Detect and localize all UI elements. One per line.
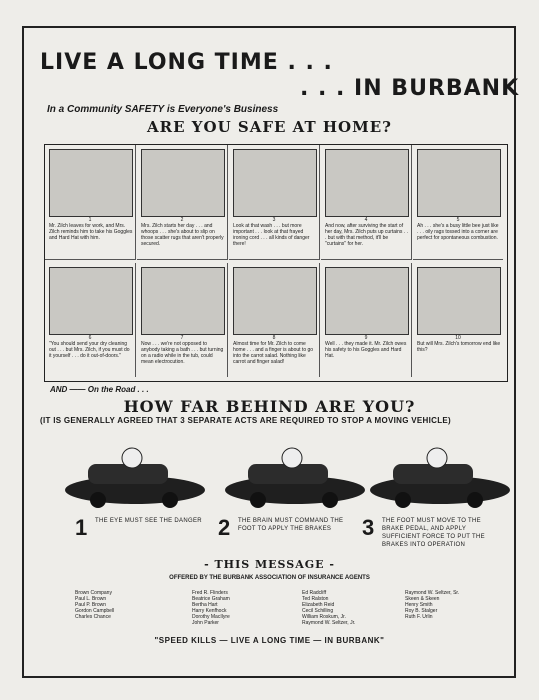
panel-illustration: [49, 149, 133, 217]
step-text: THE BRAIN MUST COMMAND THE FOOT TO APPLY THE BRAKES: [238, 518, 344, 532]
panel-illustration: [49, 267, 133, 335]
panel-caption: Look at that wash . . . but more important . . . look at that frayed ironing cord . . . all kinds of danger there!: [233, 223, 310, 247]
member-name: Ted Ralston: [302, 596, 329, 602]
road-step: [218, 515, 378, 560]
member-name: Cecil Schilling: [302, 608, 334, 614]
step-number: 2: [218, 515, 231, 540]
panel-caption: Mr. Zilch leaves for work, and Mrs. Zilch reminds him to take his Goggles and Hard Hat with him.: [49, 223, 133, 241]
comic-panel: [137, 145, 228, 260]
panel-caption: Now . . . we're not opposed to anybody taking a bath . . . but turning on a radio while in the tub, could mean electrocution.: [141, 341, 224, 365]
panel-illustration: [233, 267, 317, 335]
road-title: HOW FAR BEHIND ARE YOU?: [123, 397, 416, 416]
member-name: Bertha Hart: [192, 602, 218, 608]
panel-caption: Ah . . . she's a busy little bee just like . . . oily rags tossed into a corner are perfect for spontaneous combustion.: [417, 223, 499, 241]
panel-caption: Well . . . they made it. Mr. Zilch owes his safety to his Goggles and Hard Hat.: [325, 341, 407, 359]
member-name: Ruth F. Urlin: [405, 614, 433, 620]
panel-illustration: [141, 267, 225, 335]
step-text: THE FOOT MUST MOVE TO THE BRAKE PEDAL, AND APPLY SUFFICIENT FORCE TO PUT THE BRAKES INTO OPERATION: [382, 518, 485, 548]
member-name: Dorothy MacIlyre: [192, 614, 230, 620]
comic-panel: [45, 263, 136, 377]
member-name: William Roskum, Jr.: [302, 614, 346, 620]
car-illustration: [60, 440, 210, 510]
slogan: "SPEED KILLS — LIVE A LONG TIME — IN BURBANK": [154, 636, 385, 645]
member-column: [302, 590, 422, 626]
headline-line-1: LIVE A LONG TIME . . .: [40, 50, 333, 75]
step-number: 1: [75, 515, 88, 540]
panel-number: 1: [88, 217, 92, 223]
member-column: [405, 590, 525, 620]
member-name: Gordon Campbell: [75, 608, 115, 614]
panel-number: 4: [364, 217, 368, 223]
panel-illustration: [141, 149, 225, 217]
member-name: Charles Chance: [75, 614, 111, 620]
member-name: Ed Radcliff: [302, 590, 327, 596]
panel-number: 8: [272, 335, 276, 341]
member-column: [75, 590, 195, 620]
member-name: Fred R. Flinders: [192, 590, 228, 596]
panel-number: 10: [455, 335, 461, 341]
headline-line-2: . . . IN BURBANK: [300, 76, 520, 101]
panel-number: 5: [456, 217, 460, 223]
this-message-title: - THIS MESSAGE -: [204, 558, 335, 571]
road-intro: AND —— On the Road . . .: [50, 385, 149, 394]
member-name: Beatrice Graham: [192, 596, 230, 602]
member-name: Brown Company: [75, 590, 112, 596]
tagline: In a Community SAFETY is Everyone's Business: [47, 104, 279, 115]
road-step: [362, 515, 522, 560]
road-step: [75, 515, 235, 560]
panel-illustration: [417, 267, 501, 335]
member-name: John Parker: [192, 620, 219, 626]
member-name: Paul L. Brown: [75, 596, 107, 602]
member-name: Raymond W. Seltzer, Jr.: [302, 620, 356, 626]
panel-caption: Almost time for Mr. Zilch to come home . . . and a finger is about to go into the carrot salad. Nothing like carrot and finger salad!: [233, 341, 314, 365]
member-name: Raymond W. Seltzer, Sr.: [405, 590, 460, 596]
panel-number: 2: [180, 217, 184, 223]
step-text: THE EYE MUST SEE THE DANGER: [95, 518, 202, 524]
comic-panel: [45, 145, 136, 260]
car-illustration: [220, 440, 370, 510]
comic-panel: [137, 263, 228, 377]
panel-illustration: [325, 149, 409, 217]
panel-caption: And now, after surviving the start of her day, Mrs. Zilch puts up curtains . . . but with that method, it'll be "curtains" for her.: [325, 223, 408, 247]
road-subtitle: (IT IS GENERALLY AGREED THAT 3 SEPARATE ACTS ARE REQUIRED TO STOP A MOVING VEHICLE): [40, 416, 452, 425]
member-name: Roy B. Stalger: [405, 608, 438, 614]
member-name: Paul P. Brown: [75, 602, 107, 608]
member-name: Henry Smith: [405, 602, 433, 608]
panel-caption: But will Mrs. Zilch's tomorrow end like this?: [417, 341, 501, 353]
comic-panel: [321, 263, 412, 377]
member-name: Elizabeth Reid: [302, 602, 335, 608]
member-name: Skeen & Skeen: [405, 596, 440, 602]
comic-panel: [413, 263, 503, 377]
panel-number: 6: [88, 335, 92, 341]
comic-panels: [44, 144, 508, 382]
panel-number: 9: [364, 335, 368, 341]
member-name: Harry Kenfhock: [192, 608, 227, 614]
comic-panel: [229, 145, 320, 260]
panel-illustration: [417, 149, 501, 217]
home-safety-title: ARE YOU SAFE AT HOME?: [147, 118, 392, 136]
comic-panel: [413, 145, 503, 260]
step-number: 3: [362, 515, 375, 540]
comic-panel: [229, 263, 320, 377]
member-column: [192, 590, 312, 626]
comic-panel: [321, 145, 412, 260]
panel-caption: "You should send your dry cleaning out . . . but Mrs. Zilch, if you must do it yourself . . . do it out-of-doors.": [49, 341, 130, 359]
car-illustration: [365, 440, 515, 510]
panel-illustration: [325, 267, 409, 335]
panel-caption: Mrs. Zilch starts her day . . . and whoops . . . she's about to slip on those scatter rugs that aren't properly secured.: [141, 223, 224, 247]
panel-number: 7: [180, 335, 184, 341]
panel-number: 3: [272, 217, 276, 223]
panel-illustration: [233, 149, 317, 217]
offered-by: OFFERED BY THE BURBANK ASSOCIATION OF INSURANCE AGENTS: [169, 575, 370, 581]
